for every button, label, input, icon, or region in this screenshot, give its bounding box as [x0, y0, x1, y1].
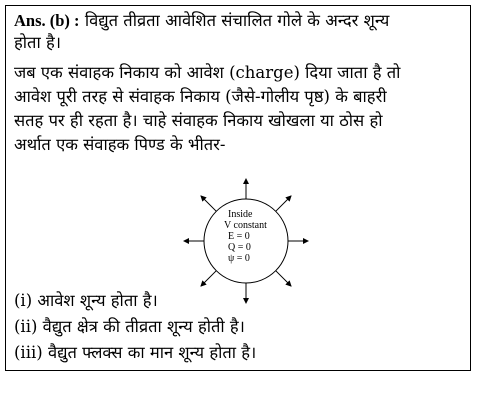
- explanation-line-2: होता है।: [14, 33, 61, 52]
- field-arrow-up-left: [201, 196, 216, 211]
- conducting-sphere-diagram: [181, 176, 311, 306]
- explanation-line-4: आवेश पूरी तरह से संवाहक निकाय (जैसे-गोलीय पृष्ठ) के बाहरी: [14, 87, 387, 106]
- explanation-line-1: विद्युत तीव्रता आवेशित संचालित गोले के अन्दर शून्य: [84, 11, 390, 30]
- field-arrow-up-right: [276, 196, 291, 211]
- explanation-line-6: अर्थात एक संवाहक पिण्ड के भीतर-: [14, 135, 226, 154]
- label-inside: Inside: [228, 209, 253, 220]
- point-3: (iii) वैद्युत फ्लक्स का मान शून्य होता है।: [14, 343, 257, 362]
- label-e-zero: E = 0: [228, 231, 250, 242]
- point-2: (ii) वैद्युत क्षेत्र की तीव्रता शून्य होती है।: [14, 317, 245, 336]
- label-v-constant: V constant: [224, 220, 267, 231]
- label-q-zero: Q = 0: [228, 242, 251, 253]
- explanation-line-5: सतह पर ही रहता है। चाहे संवाहक निकाय खोखला या ठोस हो: [14, 111, 383, 130]
- field-arrow-down-right: [276, 271, 291, 286]
- point-1: (i) आवेश शून्य होता है।: [14, 291, 158, 310]
- answer-first-line: [14, 10, 389, 32]
- answer-label: Ans. (b) :: [14, 11, 80, 30]
- label-psi-zero: ψ = 0: [228, 253, 250, 264]
- field-arrow-down-left: [201, 271, 216, 286]
- answer-box: [5, 5, 471, 371]
- explanation-line-3: जब एक संवाहक निकाय को आवेश (charge) दिया जाता है तो: [14, 63, 401, 82]
